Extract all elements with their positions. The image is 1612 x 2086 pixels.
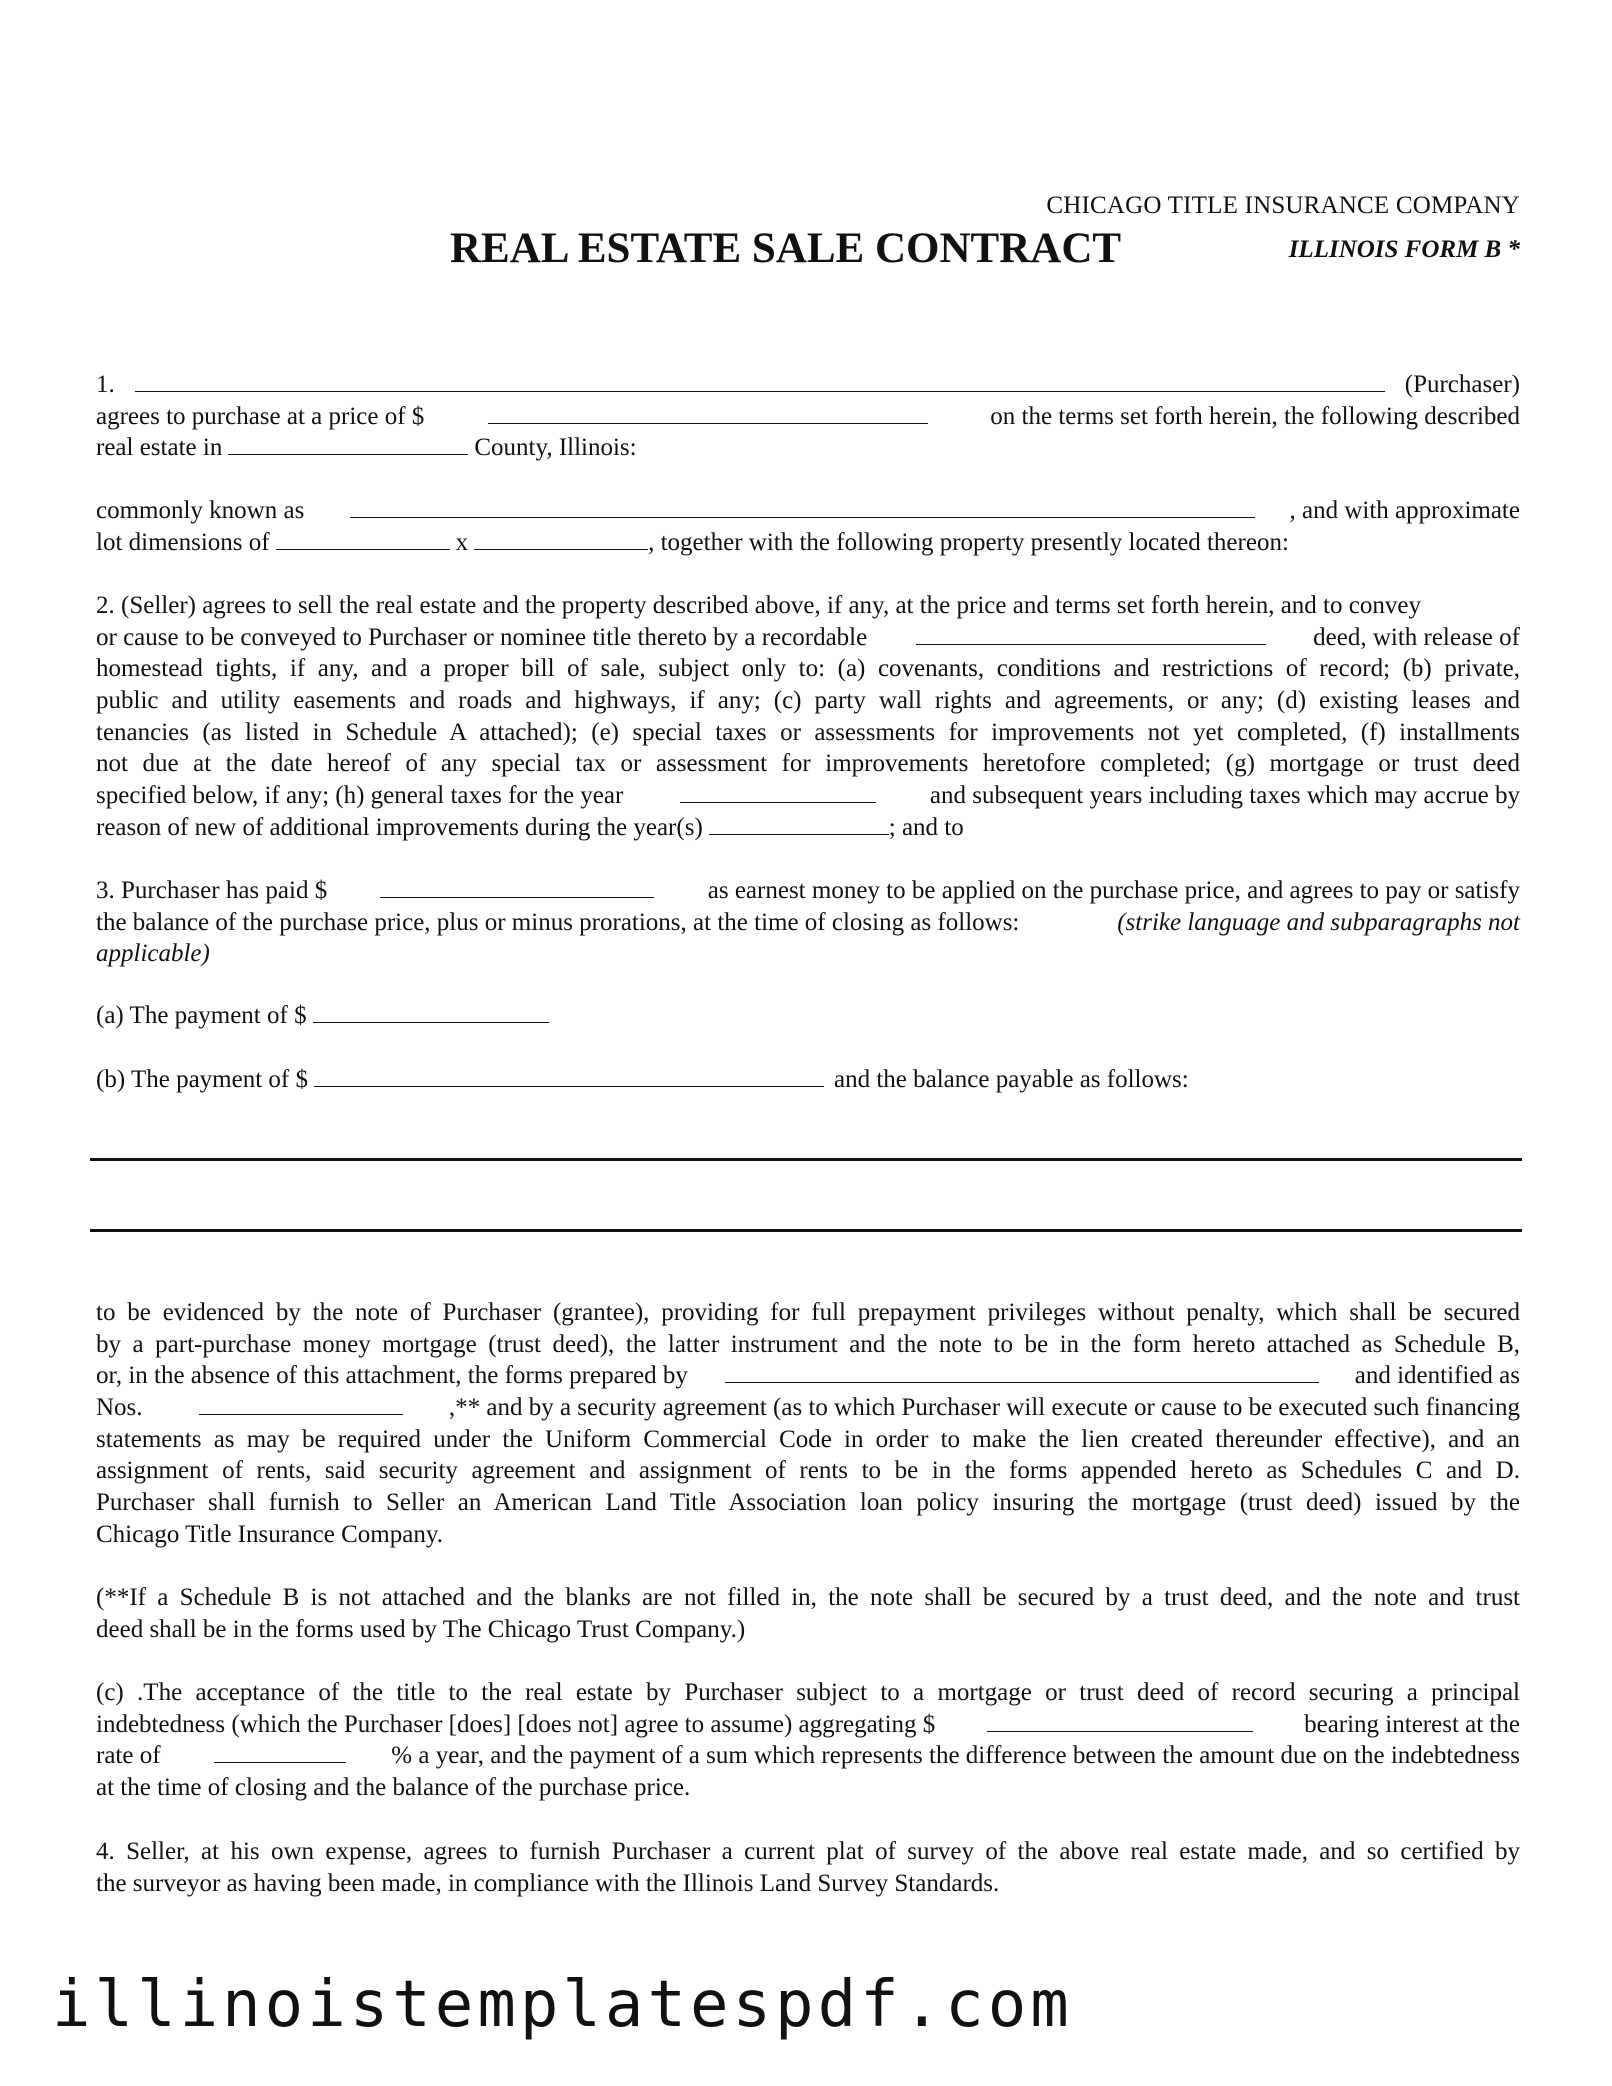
- form-id: ILLINOIS FORM B *: [1288, 236, 1520, 263]
- nos-label: Nos.: [96, 1394, 143, 1422]
- lot-post-text: , together with the following property presently located thereon:: [648, 528, 1289, 556]
- schedule-b-note: [96, 1582, 1520, 1645]
- balance-line-1[interactable]: [90, 1158, 1522, 1161]
- forms-prepared-by-field[interactable]: [725, 1360, 1319, 1383]
- paragraph-3: [96, 875, 1520, 970]
- rate-label: rate of: [96, 1742, 161, 1770]
- para2-line2a: or cause to be conveyed to Purchaser or nominee title thereto by a recordable: [96, 623, 868, 651]
- county-label: real estate in: [96, 434, 223, 462]
- tax-year-field[interactable]: [680, 780, 876, 803]
- subparagraph-b: [96, 1064, 1520, 1096]
- paragraph-2: [96, 590, 1520, 844]
- form-numbers-field[interactable]: [199, 1392, 403, 1415]
- para3b-line4b: ,** and by a security agreement (as to which Purchaser will execute or cause to be executed such financing: [448, 1394, 1520, 1422]
- para2-line: public and utility easements and roads and highways, if any; (c) party wall rights and agreements, or any; (d) existing leases and: [96, 687, 1520, 715]
- earnest-money-post-text: as earnest money to be applied on the purchase price, and agrees to pay or satisfy: [707, 877, 1520, 904]
- para3b-line: Chicago Title Insurance Company.: [96, 1520, 443, 1548]
- para2-line7b: and subsequent years including taxes which may accrue by: [929, 782, 1520, 810]
- paragraph-4: [96, 1836, 1520, 1899]
- payment-b-field[interactable]: [314, 1064, 824, 1087]
- para3b-line3b: and identified as: [1354, 1362, 1520, 1390]
- payment-b-post-text: and the balance payable as follows:: [833, 1066, 1189, 1093]
- title-row: [96, 224, 1520, 274]
- company-name: CHICAGO TITLE INSURANCE COMPANY: [1046, 192, 1520, 219]
- para3c-line2b: bearing interest at the: [1304, 1710, 1520, 1738]
- para3b-line: assignment of rents, said security agreement and assignment of rents to be in the forms appended hereto as Schedules C and D.: [96, 1457, 1520, 1485]
- lot-depth-field[interactable]: [474, 527, 648, 550]
- para2-line: 2. (Seller) agrees to sell the real estate and the property described above, if any, at the price and terms set forth herein, and to convey: [96, 592, 1421, 619]
- para3c-line: (c) .The acceptance of the title to the real estate by Purchaser subject to a mortgage or trust deed of record securing a principal: [96, 1679, 1520, 1706]
- indebtedness-amount-field[interactable]: [987, 1709, 1253, 1732]
- interest-rate-field[interactable]: [214, 1740, 346, 1763]
- paragraph-1: [96, 369, 1520, 464]
- earnest-money-label: 3. Purchaser has paid $: [96, 877, 328, 904]
- note-line: deed shall be in the forms used by The Chicago Trust Company.): [96, 1615, 746, 1643]
- para3b-line: Purchaser shall furnish to Seller an American Land Title Association loan policy insuring the mortgage (trust deed) issued by the: [96, 1489, 1520, 1517]
- paragraph-3-note-terms: [96, 1297, 1520, 1551]
- improvement-years-field[interactable]: [709, 812, 889, 835]
- price-label: agrees to purchase at a price of $: [96, 402, 425, 430]
- note-line: (**If a Schedule B is not attached and the blanks are not filled in, the note shall be secured by a trust deed, and the note and trust: [96, 1584, 1520, 1611]
- purchaser-name-field[interactable]: [135, 369, 1385, 392]
- known-as-label: commonly known as: [96, 497, 305, 524]
- para3b-line: to be evidenced by the note of Purchaser (grantee), providing for full prepayment privileges without penalty, which shall be secured: [96, 1299, 1520, 1326]
- lot-dimensions-label: lot dimensions of: [96, 528, 270, 556]
- para2-line2b: deed, with release of: [1313, 623, 1520, 651]
- watermark: illinoistemplatespdf.com: [52, 1968, 1073, 2042]
- para2-line: tenancies (as listed in Schedule A attached); (e) special taxes or assessments for improvements not yet completed, (f) installments: [96, 718, 1520, 746]
- price-post-text: on the terms set forth herein, the following described: [990, 402, 1520, 430]
- subparagraph-a: [96, 1000, 1520, 1032]
- payment-b-label: (b) The payment of $: [96, 1066, 308, 1093]
- lot-width-field[interactable]: [276, 527, 450, 550]
- para2-line: not due at the date hereof of any special tax or assessment for improvements heretofore completed; (g) mortgage or trust deed: [96, 750, 1520, 778]
- para4-line: the surveyor as having been made, in compliance with the Illinois Land Survey Standards.: [96, 1869, 1000, 1897]
- para2-line7a: specified below, if any; (h) general taxes for the year: [96, 782, 624, 810]
- para2-line: homestead tights, if any, and a proper bill of sale, subject only to: (a) covenants, conditions and restrictions of record; (b) private,: [96, 655, 1520, 683]
- county-field[interactable]: [228, 432, 468, 455]
- para2-line8a: reason of new of additional improvements during the year(s): [96, 813, 703, 841]
- subparagraph-c: [96, 1677, 1520, 1804]
- para3b-line: statements as may be required under the Uniform Commercial Code in order to make the lien created thereunder effective), and an: [96, 1425, 1520, 1453]
- earnest-money-field[interactable]: [380, 875, 654, 898]
- strike-instruction-end: applicable): [96, 940, 210, 968]
- para3b-line: by a part-purchase money mortgage (trust deed), the latter instrument and the note to be in the form hereto attached as Schedule B,: [96, 1330, 1520, 1358]
- para4-line: 4. Seller, at his own expense, agrees to furnish Purchaser a current plat of survey of the above real estate made, and so certified by: [96, 1838, 1520, 1865]
- deed-type-field[interactable]: [916, 622, 1266, 645]
- para3c-line2a: indebtedness (which the Purchaser [does] [does not] agree to assume) aggregating $: [96, 1710, 936, 1738]
- lot-x-text: x: [455, 528, 469, 556]
- strike-instruction: (strike language and subparagraphs not: [1117, 908, 1520, 936]
- price-field[interactable]: [488, 401, 928, 424]
- para3c-line3b: % a year, and the payment of a sum which represents the difference between the amount due on the indebtedness: [391, 1742, 1520, 1770]
- para3c-line: at the time of closing and the balance of the purchase price.: [96, 1774, 691, 1802]
- purchaser-label: (Purchaser): [1404, 371, 1520, 398]
- payment-a-field[interactable]: [313, 1000, 549, 1023]
- para3b-line3a: or, in the absence of this attachment, the forms prepared by: [96, 1362, 688, 1390]
- para1-number: 1.: [96, 371, 115, 398]
- known-as-post-text: , and with approximate: [1289, 497, 1520, 524]
- county-post-text: County, Illinois:: [474, 434, 637, 462]
- paragraph-1-location: [96, 495, 1520, 558]
- para3-line2a: the balance of the purchase price, plus or minus prorations, at the time of closing as follows:: [96, 908, 1020, 936]
- payment-a-label: (a) The payment of $: [96, 1002, 307, 1029]
- balance-line-2[interactable]: [90, 1229, 1522, 1232]
- document-title: REAL ESTATE SALE CONTRACT: [450, 225, 1122, 272]
- para2-line8b: ; and to: [888, 813, 964, 841]
- address-field[interactable]: [350, 495, 1255, 518]
